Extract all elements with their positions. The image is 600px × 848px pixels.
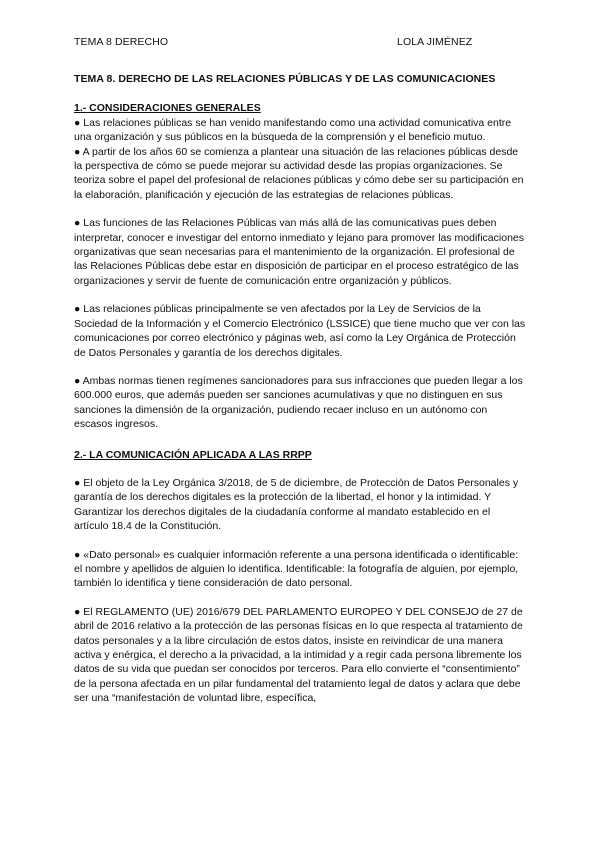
section-2-paragraph: ● El REGLAMENTO (UE) 2016/679 DEL PARLAMENTO EUROPEO Y DEL CONSEJO de 27 de abril de 2016 relativo a la protección de las personas físicas en lo que respecta al tratamiento de datos personales y a la libre circulación de estos datos, insiste en reivindicar de una manera activa y enérgica, el derecho a la privacidad, a la intimidad y a regir cada persona libremente los datos de su vida que puedan ser conocidos por terceros. Para ello convierte el “consentimiento” de la persona afectada en un pilar fundamental del tratamiento legal de datos y aclara que debe ser una “manifestación de voluntad libre, específica, xyxy=(74,605,523,705)
section-1-paragraph: ● Las funciones de las Relaciones Públicas van más allá de las comunicativas pues deben interpretar, conocer e investigar del entorno inmediato y lejano para promover las modificaciones organizativas que sean necesarias para el mantenimiento de la organización. El profesional de las Relaciones Públicas debe estar en disposición de participar en el proceso estratégico de las organizaciones y servir de fuente de comunicación entre organización y públicos. xyxy=(74,217,524,287)
document-title: TEMA 8. DERECHO DE LAS RELACIONES PÚBLICAS Y DE LAS COMUNICACIONES xyxy=(74,73,496,85)
section-2-heading: 2.- LA COMUNICACIÓN APLICADA A LAS RRPP xyxy=(74,448,312,461)
page-header xyxy=(74,36,526,50)
section-1-paragraph: ● Ambas normas tienen regímenes sancionadores para sus infracciones que pueden llegar a los 600.000 euros, que además pueden ser sanciones acumulativas y que no distinguen en sus sanciones la dimensión de la organización, pudiendo recaer incluso en un autónomo con escasos ingresos. xyxy=(74,374,523,431)
section-2-paragraph: ● El objeto de la Ley Orgánica 3/2018, de 5 de diciembre, de Protección de Datos Personales y garantía de los derechos digitales es la protección de la libertad, el honor y la intimidad. Y Garantizar los derechos digitales de la ciudadanía conforme al mandato establecido en el artículo 18.4 de la Constitución. xyxy=(74,476,519,533)
document-body xyxy=(74,72,526,706)
section-1-heading: 1.- CONSIDERACIONES GENERALES xyxy=(74,102,261,115)
section-1-paragraph: ● Las relaciones públicas principalmente se ven afectados por la Ley de Servicios de la Sociedad de la Información y el Comercio Electrónico (LSSICE) que tiene mucho que ver con las comunicaciones por correo electrónico y páginas web, así como la Ley Orgánica de Protección de Datos Personales y garantía de los derechos digitales. xyxy=(74,303,526,359)
section-1-paragraph: ● Las relaciones públicas se han venido manifestando como una actividad comunicativa entre una organización y sus públicos en la búsqueda de la comprensión y el beneficio mutuo. xyxy=(74,116,512,144)
section-2-paragraph: ● «Dato personal» es cualquier información referente a una persona identificada o identificable: el nombre y apellidos de alguien lo identifica. Identificable: la fotografía de alguien, por ejemplo, también lo identifica y tiene consideración de dato personal. xyxy=(74,548,519,590)
header-subject: TEMA 8 DERECHO xyxy=(74,36,169,48)
header-author: LOLA JIMÉNEZ xyxy=(397,36,473,48)
section-1-paragraph: ● A partir de los años 60 se comienza a plantear una situación de las relaciones públicas desde la perspectiva de cómo se puede mejorar su actividad desde las propias organizaciones. Se teoriza sobre el papel del profesional de relaciones públicas y cómo debe ser su participación en la elaboración, planificación y ejecución de las estrategias de relaciones públicas. xyxy=(74,145,524,201)
